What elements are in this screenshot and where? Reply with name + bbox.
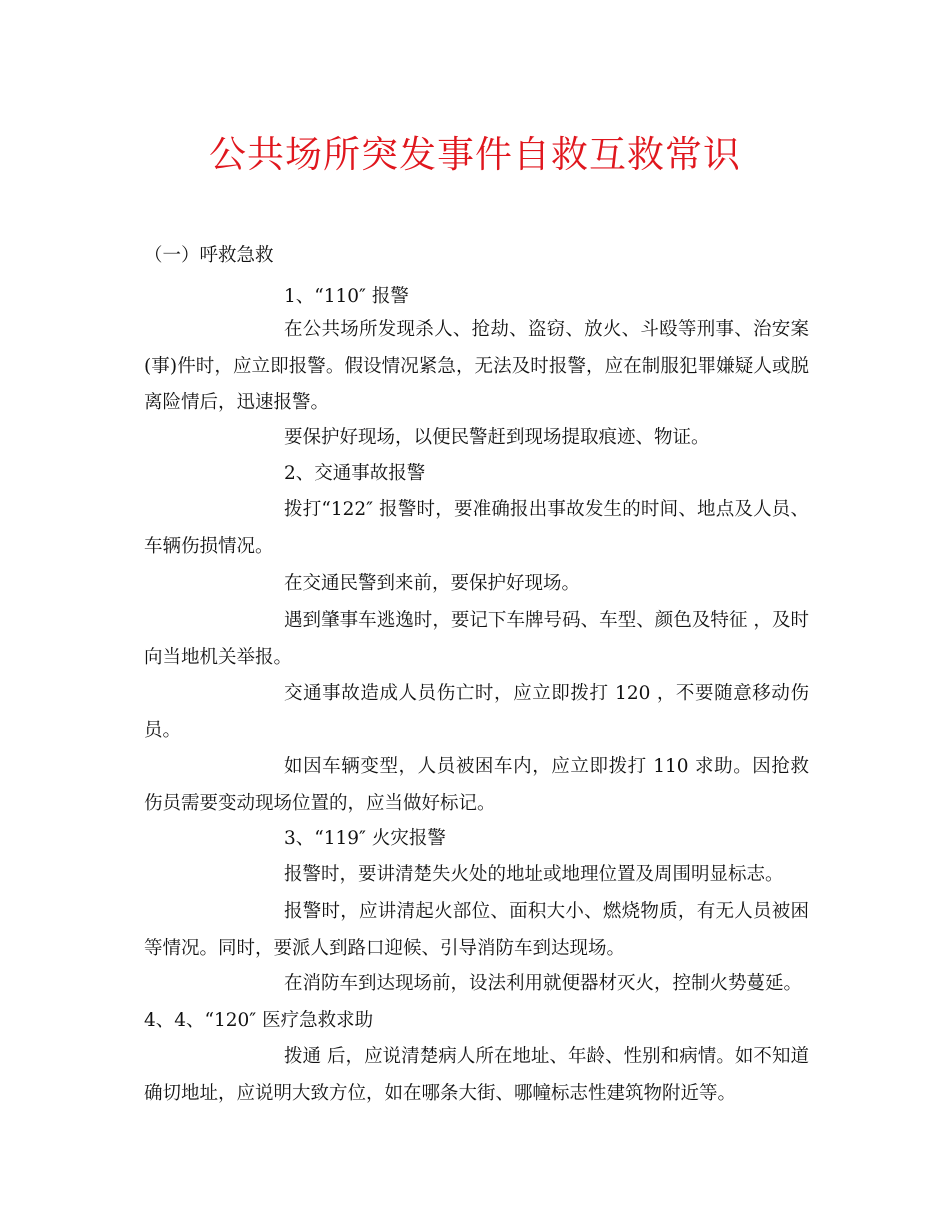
item-2-paragraph-3: 遇到肇事车逃逸时，要记下车牌号码、车型、颜色及特征 ，及时向当地机关举报。 xyxy=(144,610,809,668)
section-heading: （一）呼救急救 xyxy=(144,245,274,266)
item-2-heading: 2、交通事故报警 xyxy=(284,463,426,484)
item-3-heading: 3、“119″ 火灾报警 xyxy=(284,828,446,849)
item-2-paragraph-2: 在交通民警到来前，要保护好现场。 xyxy=(284,573,581,594)
item-4-heading: 4、4、“120″ 医疗急救求助 xyxy=(144,1010,374,1031)
item-3-paragraph-1: 报警时，要讲清楚失火处的地址或地理位置及周围明显标志。 xyxy=(284,864,784,885)
item-2-paragraph-1: 拨打“122″ 报警时，要准确报出事故发生的时间、地点及人员、车辆伤损情况。 xyxy=(144,499,809,557)
item-1-heading: 1、“110″ 报警 xyxy=(284,286,409,307)
item-3-paragraph-3: 在消防车到达现场前，设法利用就便器材灭火，控制火势蔓延。 xyxy=(284,973,803,994)
document-title: 公共场所突发事件自救互救常识 xyxy=(209,133,741,176)
item-1-paragraph-2: 要保护好现场，以便民警赶到现场提取痕迹、物证。 xyxy=(284,427,710,448)
item-4-paragraph-1: 拨通 后，应说清楚病人所在地址、年龄、性别和病情。如不知道确切地址，应说明大致方位，如在哪条大街、哪幢标志性建筑物附近等。 xyxy=(144,1046,809,1104)
item-2-paragraph-5: 如因车辆变型，人员被困车内，应立即拨打 110 求助。因抢救伤员需要变动现场位置的，应当做好标记。 xyxy=(144,756,809,814)
item-1-paragraph-1: 在公共场所发现杀人、抢劫、盗窃、放火、斗殴等刑事、治安案(事)件时，应立即报警。假设情况紧急，无法及时报警，应在制服犯罪嫌疑人或脱离险情后，迅速报警。 xyxy=(144,319,809,413)
item-2-paragraph-4: 交通事故造成人员伤亡时，应立即拨打 120 ，不要随意移动伤员。 xyxy=(144,683,809,741)
item-3-paragraph-2: 报警时，应讲清起火部位、面积大小、燃烧物质，有无人员被困等情况。同时，要派人到路口迎候、引导消防车到达现场。 xyxy=(144,901,809,959)
